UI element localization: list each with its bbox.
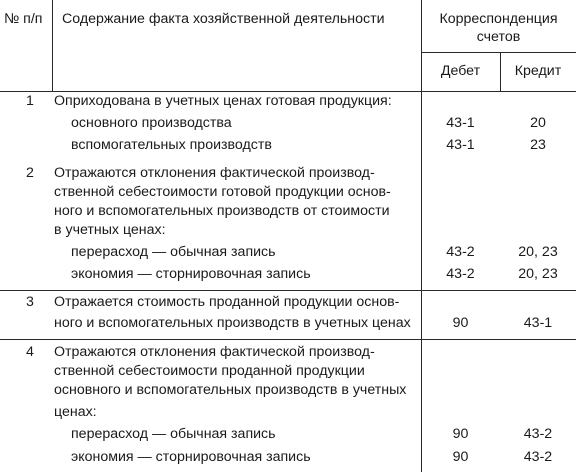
sub-entry-credit: 43-2 [523, 426, 553, 442]
row-text-line: Оприходована в учетных ценах готовая продукция: [54, 93, 392, 109]
sub-entry-credit: 20, 23 [518, 266, 558, 282]
row-divider-3-4 [0, 339, 576, 340]
header-bottom-border [0, 91, 576, 92]
row-text-line: Отражаются отклонения фактической производ- [54, 344, 375, 360]
sub-entry-debit: 43-1 [446, 115, 475, 131]
sub-entry-debit: 43-2 [446, 244, 475, 260]
row-debit: 90 [452, 315, 469, 331]
sub-entry-text: перерасход — обычная запись [71, 244, 276, 260]
row-text-line: основного и вспомогательных производств в учетных [54, 382, 407, 398]
sub-entry-debit: 43-2 [446, 266, 475, 282]
sub-entry-credit: 23 [530, 137, 546, 153]
header-corr-line1: Корреспонденция [439, 11, 558, 27]
row-text-line: ственной себестоимости проданной продукции [54, 363, 365, 379]
sub-entry-text: основного производства [71, 115, 232, 131]
row-num: 1 [26, 93, 34, 109]
sub-entry-text: экономия — сторнировочная запись [71, 449, 311, 465]
header-debit: Дебет [440, 63, 481, 79]
sub-entry-debit: 90 [452, 449, 469, 465]
sub-entry-credit: 20, 23 [518, 244, 558, 260]
header-num: № п/п [4, 11, 43, 27]
row-num: 4 [26, 344, 34, 360]
header-credit: Кредит [514, 63, 562, 79]
sub-entry-credit: 20 [530, 115, 546, 131]
sub-entry-debit: 43-1 [446, 137, 475, 153]
row-text-line: ного и вспомогательных производств в учетных ценах [54, 315, 411, 331]
header-content: Содержание факта хозяйственной деятельности [62, 11, 385, 27]
sub-entry-credit: 43-2 [523, 449, 553, 465]
row-num: 3 [26, 294, 34, 310]
row-text-line: ственной себестоимости готовой продукции основ- [54, 184, 391, 200]
row-divider-2-3 [0, 290, 576, 291]
header-sub-divider [421, 52, 576, 53]
header-corr-line2: счетов [476, 29, 521, 45]
sub-entry-text: вспомогательных производств [71, 137, 272, 153]
row-text-line: Отражаются отклонения фактической производ- [54, 165, 375, 181]
sub-entry-text: экономия — сторнировочная запись [71, 266, 311, 282]
col-divider-num [52, 0, 53, 92]
row-num: 2 [26, 165, 34, 181]
row-text-line: ценах: [54, 404, 97, 420]
sub-entry-text: перерасход — обычная запись [71, 426, 276, 442]
row-text-line: в учетных ценах: [54, 222, 166, 238]
row-text-line: ного и вспомогательных производств от стоимости [54, 203, 390, 219]
row-credit: 43-1 [523, 315, 553, 331]
row-text-line: Отражается стоимость проданной продукции основ- [54, 294, 400, 310]
sub-entry-debit: 90 [452, 426, 469, 442]
